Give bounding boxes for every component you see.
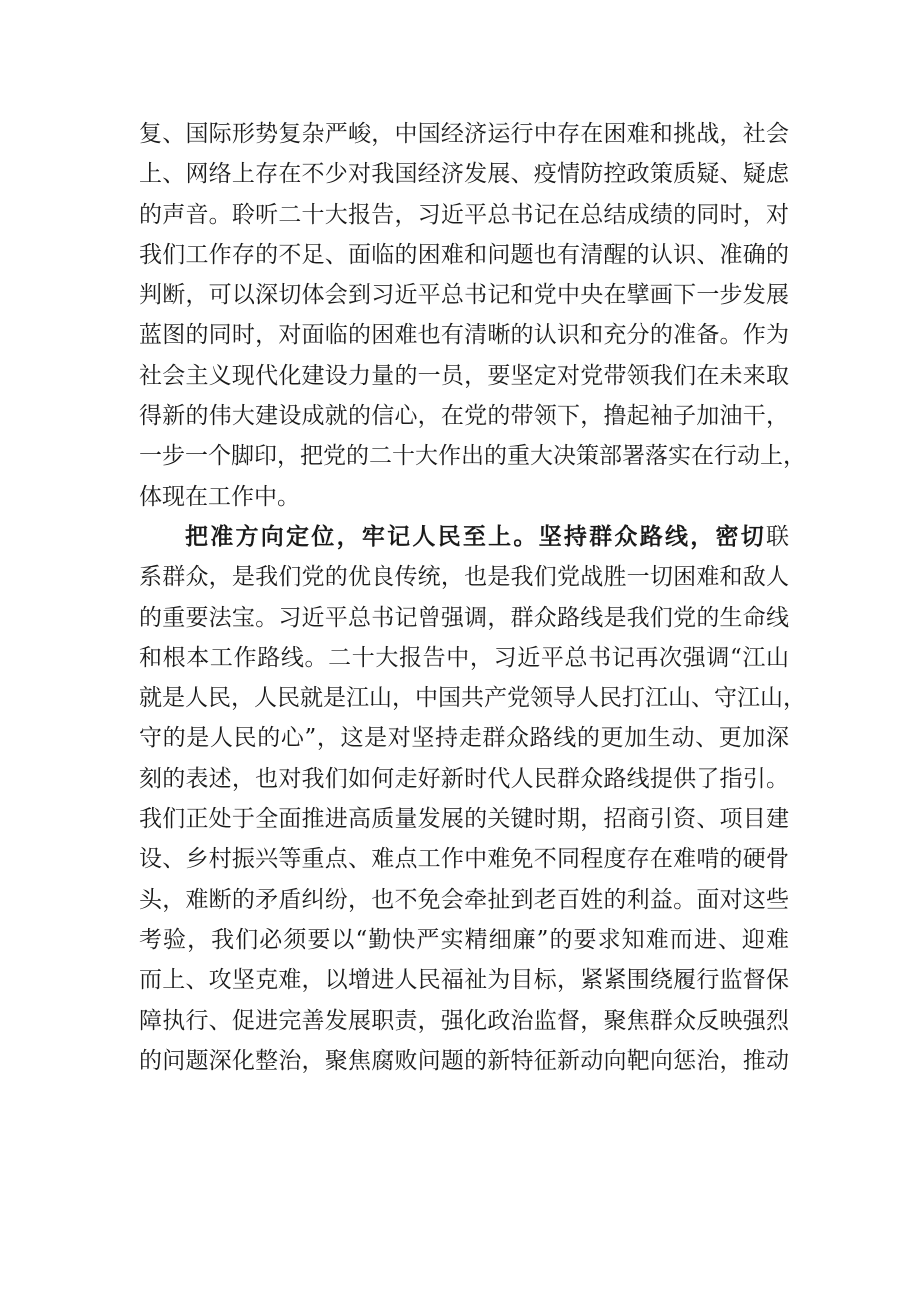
- text-line: 的声音。聆听二十大报告，习近平总书记在总结成绩的同时，对: [139, 201, 789, 228]
- text-line: 头，难断的矛盾纠纷，也不免会牵扯到老百姓的利益。面对这些: [139, 886, 789, 913]
- paragraph-2: [139, 517, 806, 1081]
- paragraph-heading-continuation: 联: [766, 523, 789, 550]
- text-line: 复、国际形势复杂严峻，中国经济运行中存在困难和挑战，社会: [139, 121, 789, 147]
- text-line: 障执行、促进完善发展职责，强化政治监督，聚焦群众反映强烈: [139, 1007, 789, 1034]
- text-line: 体现在工作中。: [139, 483, 300, 510]
- text-line: 上、网络上存在不少对我国经济发展、疫情防控政策质疑、疑虑: [139, 161, 789, 188]
- body-text: [139, 114, 806, 1081]
- text-line: 设、乡村振兴等重点、难点工作中难免不同程度存在难啃的硬骨: [139, 846, 789, 873]
- text-line: 我们工作存的不足、面临的困难和问题也有清醒的认识、准确的: [139, 241, 789, 268]
- text-line: 社会主义现代化建设力量的一员，要坚定对党带领我们在未来取: [139, 362, 789, 389]
- text-line: 我们正处于全面推进高质量发展的关键时期，招商引资、项目建: [139, 806, 789, 833]
- text-line: 和根本工作路线。二十大报告中，习近平总书记再次强调“江山: [139, 644, 789, 671]
- text-line: 考验，我们必须要以“勤快严实精细廉”的要求知难而进、迎难: [139, 926, 789, 953]
- text-line: 判断，可以深切体会到习近平总书记和党中央在擘画下一步发展: [139, 282, 789, 309]
- text-line: 就是人民，人民就是江山，中国共产党领导人民打江山、守江山，: [139, 685, 806, 712]
- text-line: 的重要法宝。习近平总书记曾强调，群众路线是我们党的生命线: [139, 604, 789, 631]
- paragraph-1: [139, 114, 806, 517]
- text-line: 一步一个脚印，把党的二十大作出的重大决策部署落实在行动上，: [139, 443, 806, 470]
- text-line: 蓝图的同时，对面临的困难也有清晰的认识和充分的准备。作为: [139, 322, 789, 349]
- paragraph-heading: 把准方向定位，牢记人民至上。坚持群众路线，密切: [185, 523, 766, 550]
- text-line: 刻的表述，也对我们如何走好新时代人民群众路线提供了指引。: [139, 765, 789, 792]
- text-line: 系群众，是我们党的优良传统，也是我们党战胜一切困难和敌人: [139, 564, 789, 591]
- text-line: 守的是人民的心”，这是对坚持走群众路线的更加生动、更加深: [139, 725, 789, 752]
- paragraph-heading-line: [139, 517, 789, 557]
- text-line: 的问题深化整治，聚焦腐败问题的新特征新动向靶向惩治，推动: [139, 1047, 789, 1074]
- text-line: 得新的伟大建设成就的信心，在党的带领下，撸起袖子加油干，: [139, 403, 789, 430]
- text-line: 而上、攻坚克难，以增进人民福祉为目标，紧紧围绕履行监督保: [139, 967, 789, 994]
